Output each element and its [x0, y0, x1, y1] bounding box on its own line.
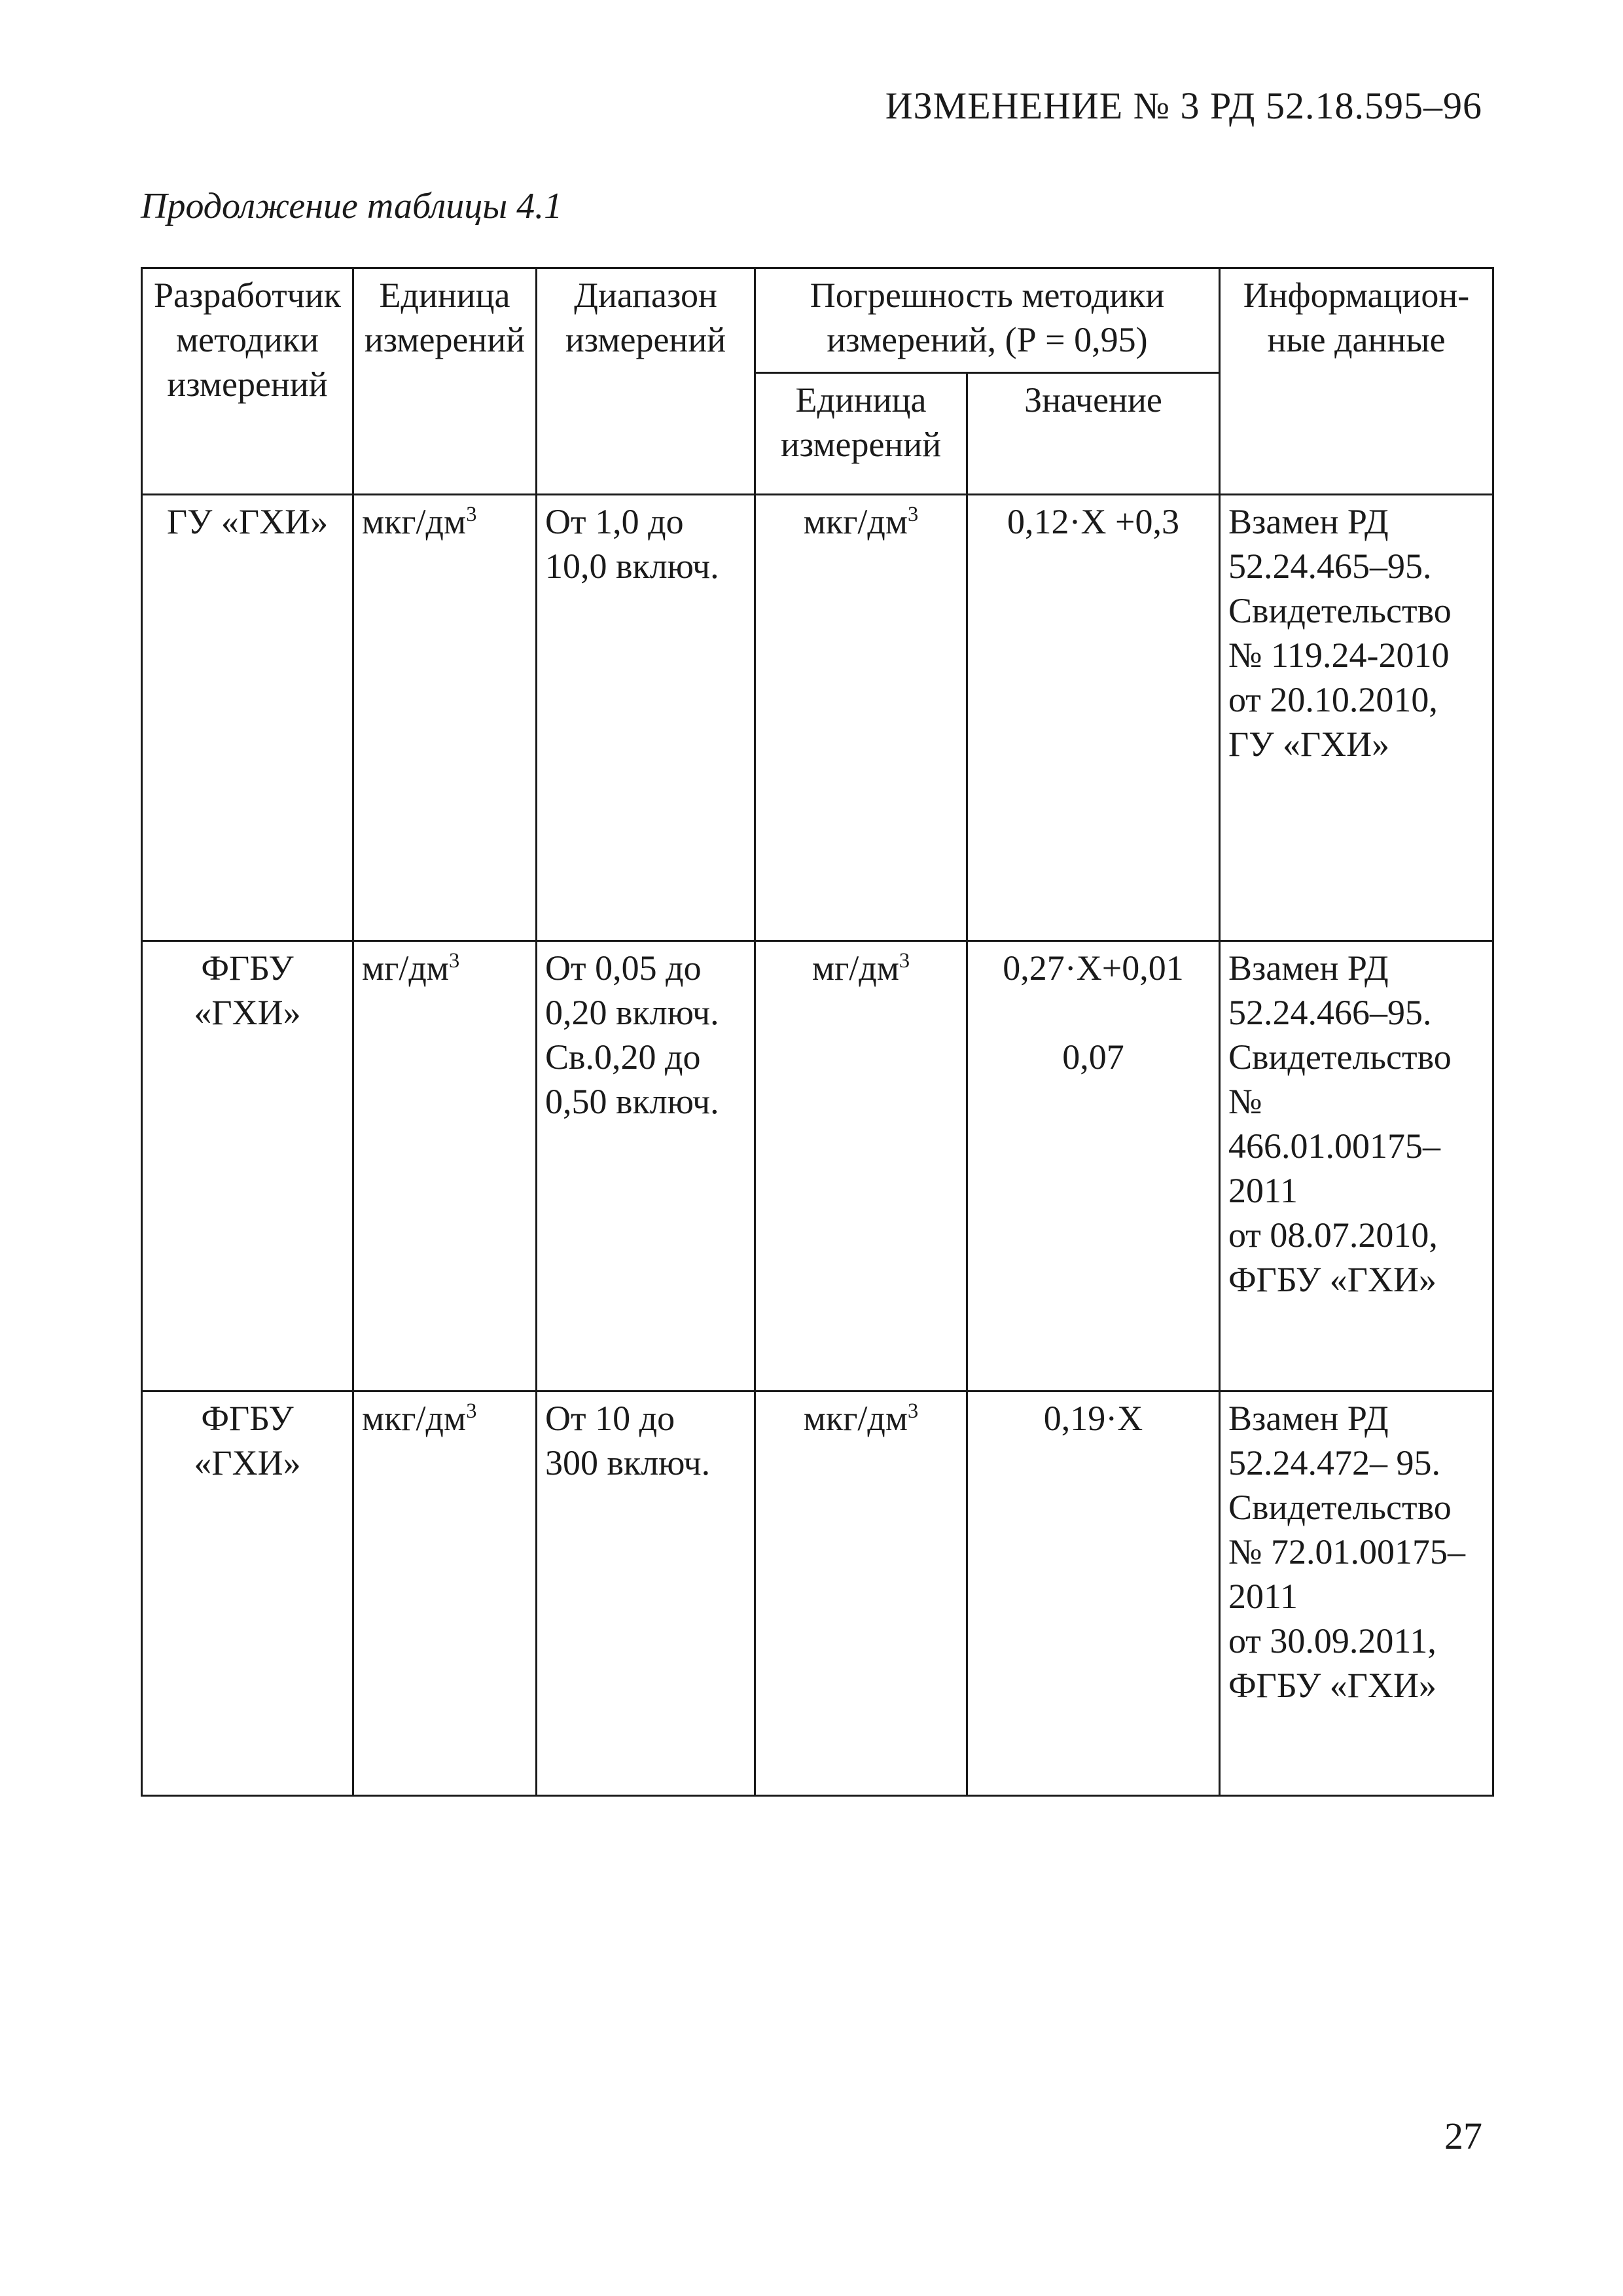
info-line: Свидетельство	[1228, 591, 1452, 631]
cell-unit	[353, 1391, 537, 1796]
cell-error-value	[967, 495, 1220, 941]
header-info: Информацион-ные данные	[1220, 268, 1493, 495]
error-value-line: 0,19·Х	[1043, 1399, 1143, 1438]
info-line: 52.24.472– 95.	[1228, 1443, 1441, 1483]
info-line: 2011	[1228, 1171, 1298, 1211]
header-unit: Единица измерений	[353, 268, 537, 495]
cell-range	[537, 941, 755, 1391]
unit-base: мкг/дм	[362, 1399, 467, 1438]
error-value-line: 0,12·Х +0,3	[1007, 502, 1179, 541]
info-line: 52.24.466–95.	[1228, 993, 1432, 1033]
info-line: от 20.10.2010,	[1228, 680, 1438, 720]
developer-line: ФГБУ	[201, 1399, 294, 1438]
error-unit-base: мкг/дм	[803, 502, 908, 541]
info-line: 466.01.00175–	[1228, 1126, 1441, 1166]
error-unit-base: мг/дм	[812, 948, 899, 988]
document-header: ИЗМЕНЕНИЕ № 3 РД 52.18.595–96	[885, 84, 1482, 127]
cell-error-value	[967, 941, 1220, 1391]
range-line: 300 включ.	[545, 1443, 711, 1483]
error-unit-exponent: 3	[908, 1399, 919, 1423]
info-line: от 30.09.2011,	[1228, 1621, 1436, 1661]
table-caption: Продолжение таблицы 4.1	[141, 186, 563, 226]
header-error-unit: Единица измерений	[755, 373, 967, 495]
info-line: ФГБУ «ГХИ»	[1228, 1260, 1436, 1300]
developer-line: «ГХИ»	[194, 1443, 301, 1483]
info-line: от 08.07.2010,	[1228, 1215, 1438, 1255]
range-line: От 1,0 до	[545, 502, 684, 541]
info-line: Свидетельство	[1228, 1037, 1452, 1077]
info-line: Взамен РД	[1228, 502, 1389, 541]
measurement-table	[141, 267, 1494, 1797]
unit-base: мкг/дм	[362, 502, 467, 541]
info-line: Взамен РД	[1228, 948, 1389, 988]
error-unit-exponent: 3	[899, 949, 910, 973]
cell-developer	[142, 495, 353, 941]
range-line: 0,50 включ.	[545, 1082, 719, 1122]
header-range: Диапазон измерений	[537, 268, 755, 495]
range-line: От 10 до	[545, 1399, 675, 1438]
spacer	[976, 990, 1211, 1035]
info-line: ГУ «ГХИ»	[1228, 725, 1390, 764]
cell-developer	[142, 941, 353, 1391]
error-value-line: 0,07	[1062, 1037, 1124, 1077]
unit-exponent: 3	[466, 503, 477, 526]
info-line: 52.24.465–95.	[1228, 547, 1432, 586]
unit-exponent: 3	[448, 949, 460, 973]
cell-range	[537, 495, 755, 941]
cell-info	[1220, 941, 1493, 1391]
error-unit-exponent: 3	[908, 503, 919, 526]
table-header-row	[142, 268, 1493, 373]
cell-unit	[353, 495, 537, 941]
cell-info	[1220, 495, 1493, 941]
error-value-line: 0,27·Х+0,01	[1003, 948, 1184, 988]
cell-developer	[142, 1391, 353, 1796]
unit-base: мг/дм	[362, 948, 449, 988]
info-line: Взамен РД	[1228, 1399, 1389, 1438]
range-line: 0,20 включ.	[545, 993, 719, 1033]
cell-error-unit	[755, 1391, 967, 1796]
info-line: №	[1228, 1082, 1262, 1122]
table-row	[142, 1391, 1493, 1796]
error-unit-base: мкг/дм	[803, 1399, 908, 1438]
developer-line: «ГХИ»	[194, 993, 301, 1033]
unit-exponent: 3	[466, 1399, 477, 1423]
info-line: Свидетельство	[1228, 1488, 1452, 1528]
header-developer: Разработчик методики измерений	[142, 268, 353, 495]
cell-error-value	[967, 1391, 1220, 1796]
info-line: № 119.24-2010	[1228, 636, 1450, 675]
cell-error-unit	[755, 941, 967, 1391]
page-number: 27	[1444, 2115, 1482, 2157]
cell-error-unit	[755, 495, 967, 941]
range-line: Св.0,20 до	[545, 1037, 701, 1077]
developer-line: ФГБУ	[201, 948, 294, 988]
header-error-group: Погрешность методики измерений, (Р = 0,95)	[755, 268, 1220, 373]
header-error-value: Значение	[967, 373, 1220, 495]
cell-range	[537, 1391, 755, 1796]
cell-unit	[353, 941, 537, 1391]
range-line: От 0,05 до	[545, 948, 702, 988]
cell-info	[1220, 1391, 1493, 1796]
developer-line: ГУ «ГХИ»	[166, 502, 329, 541]
table-row	[142, 495, 1493, 941]
range-line: 10,0 включ.	[545, 547, 719, 586]
info-line: № 72.01.00175–	[1228, 1532, 1466, 1572]
table-row	[142, 941, 1493, 1391]
info-line: 2011	[1228, 1577, 1298, 1617]
info-line: ФГБУ «ГХИ»	[1228, 1666, 1436, 1706]
